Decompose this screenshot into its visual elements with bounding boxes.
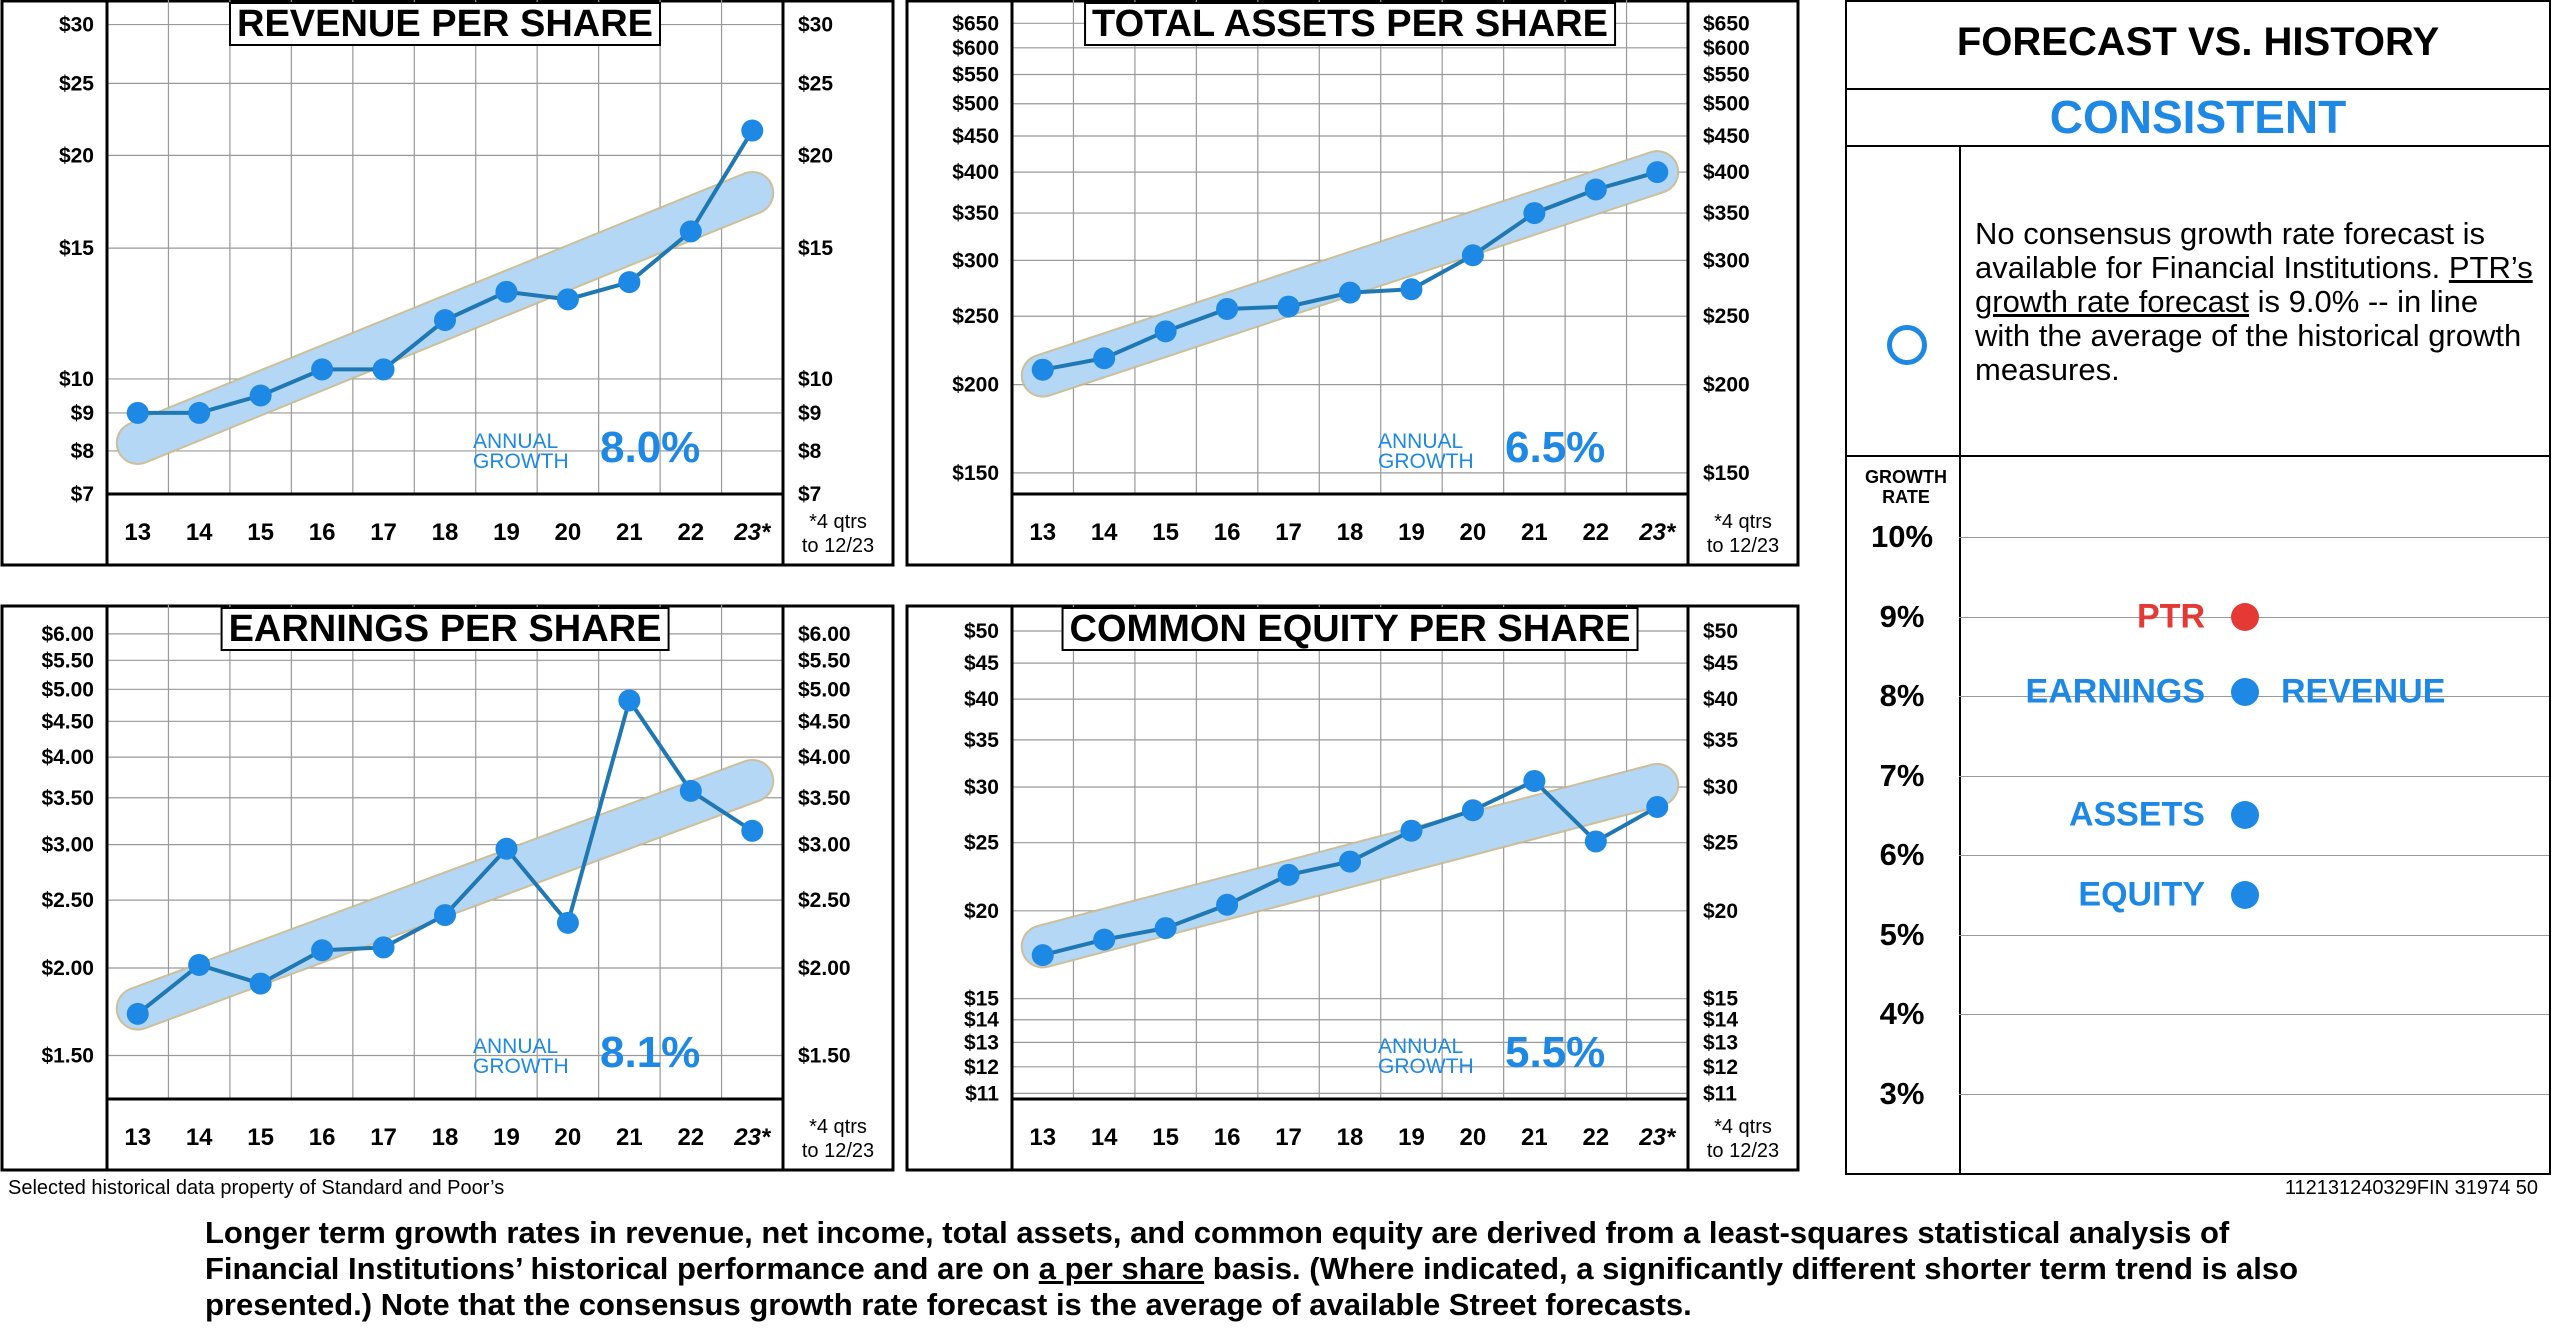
x-tick-label: 20: [554, 519, 582, 546]
growth-label-revenue: REVENUE: [2281, 672, 2446, 711]
data-point: [250, 384, 272, 406]
y-tick-label-right: $25: [1703, 831, 1739, 855]
y-tick-label-left: $4.00: [41, 746, 94, 770]
annual-growth-label: ANNUAL GROWTH: [473, 1035, 569, 1078]
y-tick-label-right: $6.00: [798, 622, 851, 646]
y-tick-label-left: $50: [963, 619, 999, 643]
y-tick-label-right: $35: [1703, 728, 1739, 752]
x-tick-label: 19: [1398, 1124, 1425, 1151]
y-tick-label-left: $3.00: [41, 833, 94, 857]
y-tick-label-right: $400: [1703, 161, 1750, 185]
y-tick-label-right: $45: [1703, 652, 1739, 676]
y-tick-label-left: $7: [70, 483, 94, 506]
equity-chart: [905, 605, 1815, 1180]
data-point: [434, 904, 456, 926]
y-tick-label-right: $20: [798, 144, 834, 168]
growth-label-earnings: EARNINGS: [2025, 672, 2205, 711]
y-tick-label-left: $600: [952, 36, 999, 60]
y-tick-label-left: $25: [963, 831, 999, 855]
consistent-circle-icon: [1887, 325, 1927, 365]
data-point: [188, 402, 210, 424]
y-tick-label-right: $2.00: [798, 956, 851, 980]
x-tick-label: 22: [1582, 519, 1610, 546]
chart-title: EARNINGS PER SHARE: [221, 607, 670, 651]
y-tick-label-left: $20: [963, 899, 999, 923]
period-note: to 12/23: [801, 535, 875, 557]
y-tick-label-right: $12: [1703, 1055, 1739, 1079]
data-point: [127, 402, 149, 424]
period-note: to 12/23: [1706, 1140, 1780, 1162]
growth-label-equity: EQUITY: [2078, 875, 2205, 914]
revenue-chart: [0, 0, 910, 575]
data-point: [1093, 347, 1115, 369]
growth-rate-tick: 9%: [1879, 598, 1925, 634]
y-tick-label-right: $7: [798, 483, 822, 506]
x-tick-label: 22: [677, 1124, 705, 1151]
x-tick-label: 14: [185, 519, 213, 546]
y-tick-label-right: $15: [1703, 987, 1739, 1011]
x-tick-label: 17: [370, 519, 397, 546]
x-tick-label: 13: [1029, 1124, 1057, 1151]
growth-rate-tick: 3%: [1879, 1075, 1925, 1111]
y-tick-label-right: $300: [1703, 249, 1750, 273]
data-point: [1585, 178, 1607, 200]
data-point: [1339, 851, 1361, 873]
source-note: Selected historical data property of Standard and Poor’s: [8, 1177, 505, 1199]
y-tick-label-left: $250: [952, 305, 999, 329]
growth-rate-tick: 4%: [1879, 996, 1925, 1031]
growth-rate-gridline: [1959, 1014, 2549, 1015]
data-point: [1585, 830, 1607, 852]
y-tick-label-left: $3.50: [41, 786, 94, 810]
forecast-description: No consensus growth rate forecast is available for Financial Institutions. PTR’s growth rate forecast is 9.0% -- in line with the average of the historical growth measures.: [1975, 216, 2533, 387]
growth-rate-tick: 7%: [1879, 757, 1925, 793]
data-point: [557, 288, 579, 310]
y-tick-label-right: $30: [1703, 775, 1739, 799]
y-tick-label-right: $40: [1703, 688, 1739, 712]
x-tick-label: 21: [1521, 519, 1548, 546]
x-tick-label: 21: [1521, 1124, 1548, 1151]
y-tick-label-left: $200: [952, 373, 999, 397]
y-tick-label-left: $12: [963, 1055, 999, 1079]
x-tick-label: 23*: [734, 519, 771, 546]
period-note: to 12/23: [801, 1140, 875, 1162]
data-point: [1400, 820, 1422, 842]
x-tick-label: 17: [1275, 519, 1302, 546]
methodology-footnote: Longer term growth rates in revenue, net income, total assets, and common equity are derived from a least-squares statistical analysis of Financial Institutions’ historical performance and are on a per share basis. (Where indicated, a significantly different shorter term trend is also presented.) Note that the consensus growth rate forecast is the average of available Street forecasts.: [205, 1215, 2299, 1322]
y-tick-label-left: $400: [952, 161, 999, 185]
x-tick-label: 17: [370, 1124, 397, 1151]
y-tick-label-right: $20: [1703, 899, 1739, 923]
y-tick-label-right: $10: [798, 367, 834, 391]
annual-growth-value: 5.5%: [1505, 1028, 1606, 1077]
data-point: [1155, 320, 1177, 342]
x-tick-label: 19: [493, 519, 520, 546]
growth-rate-gridline: [1959, 776, 2549, 777]
y-tick-label-left: $20: [58, 144, 94, 168]
y-tick-label-left: $5.00: [41, 678, 94, 702]
x-tick-label: 14: [1090, 1124, 1118, 1151]
chart-frame: [2, 1, 893, 565]
data-point: [557, 912, 579, 934]
y-tick-label-right: $150: [1703, 461, 1750, 485]
x-tick-label: 16: [308, 1124, 336, 1151]
data-point: [741, 820, 763, 842]
y-tick-label-right: $550: [1703, 63, 1750, 87]
x-tick-label: 13: [124, 1124, 152, 1151]
y-tick-label-left: $15: [58, 237, 94, 261]
annual-growth-value: 6.5%: [1505, 423, 1606, 472]
data-point: [495, 281, 517, 303]
y-tick-label-left: $9: [70, 401, 94, 425]
data-point: [618, 271, 640, 293]
x-tick-label: 13: [1029, 519, 1057, 546]
x-tick-label: 19: [1398, 519, 1425, 546]
x-tick-label: 23*: [734, 1124, 771, 1151]
annual-growth-label: ANNUAL GROWTH: [1378, 430, 1474, 473]
chart-frame: [907, 606, 1798, 1170]
forecast-title: FORECAST VS. HISTORY: [1956, 20, 2440, 64]
x-tick-label: 22: [677, 519, 705, 546]
annual-growth-label: ANNUAL GROWTH: [1378, 1035, 1474, 1078]
data-point: [680, 780, 702, 802]
y-tick-label-right: $3.00: [798, 833, 851, 857]
x-tick-label: 20: [554, 1124, 582, 1151]
x-tick-label: 16: [1213, 519, 1241, 546]
y-tick-label-left: $300: [952, 249, 999, 273]
y-tick-label-left: $10: [58, 367, 94, 391]
earnings-chart: [0, 605, 910, 1180]
growth-rate-gridline: [1959, 1094, 2549, 1095]
data-point: [311, 939, 333, 961]
x-tick-label: 16: [1213, 1124, 1241, 1151]
y-tick-label-left: $2.00: [41, 956, 94, 980]
y-tick-label-left: $15: [963, 987, 999, 1011]
x-tick-label: 17: [1275, 1124, 1302, 1151]
y-tick-label-right: $450: [1703, 125, 1750, 149]
y-tick-label-right: $14: [1703, 1008, 1739, 1032]
annual-growth-label: ANNUAL GROWTH: [473, 430, 569, 473]
ptr-forecast-link: PTR’s growth rate forecast: [1975, 250, 2533, 319]
data-point: [1216, 298, 1238, 320]
period-note: *4 qtrs: [809, 1116, 867, 1138]
y-tick-label-left: $40: [963, 688, 999, 712]
data-point: [1216, 894, 1238, 916]
data-point: [311, 358, 333, 380]
y-tick-label-left: $550: [952, 63, 999, 87]
period-note: *4 qtrs: [1714, 1116, 1772, 1138]
y-tick-label-right: $13: [1703, 1031, 1739, 1055]
x-tick-label: 21: [616, 1124, 643, 1151]
growth-rate-tick: 6%: [1879, 837, 1925, 872]
data-point: [1646, 796, 1668, 818]
x-tick-label: 20: [1459, 1124, 1487, 1151]
data-point: [495, 838, 517, 860]
y-tick-label-right: $4.50: [798, 710, 851, 734]
y-tick-label-left: $8: [70, 439, 94, 463]
y-tick-label-right: $3.50: [798, 786, 851, 810]
growth-dot-equity: [2231, 881, 2259, 909]
chart-title: TOTAL ASSETS PER SHARE: [1084, 2, 1616, 46]
y-tick-label-left: $30: [963, 775, 999, 799]
growth-rate-axis-label: GROWTH RATE: [1865, 467, 1947, 507]
y-tick-label-right: $500: [1703, 92, 1750, 116]
y-tick-label-right: $25: [798, 72, 834, 96]
x-tick-label: 13: [124, 519, 152, 546]
y-tick-label-right: $50: [1703, 619, 1739, 643]
y-tick-label-right: $30: [798, 13, 834, 37]
data-point: [741, 120, 763, 142]
y-tick-label-left: $350: [952, 202, 999, 226]
x-tick-label: 23*: [1639, 519, 1676, 546]
y-tick-label-right: $5.50: [798, 649, 851, 673]
y-tick-label-left: $2.50: [41, 889, 94, 913]
forecast-vs-history-panel: [1845, 0, 2551, 1175]
growth-rate-tick: 10%: [1870, 519, 1934, 554]
data-point: [373, 358, 395, 380]
x-tick-label: 18: [1336, 1124, 1364, 1151]
y-tick-label-left: $150: [952, 461, 999, 485]
growth-dot-assets: [2231, 801, 2259, 829]
y-tick-label-right: $9: [798, 401, 822, 425]
y-tick-label-right: $15: [798, 237, 834, 261]
y-tick-label-left: $5.50: [41, 649, 94, 673]
data-point: [1339, 282, 1361, 304]
growth-rate-gridline: [1959, 537, 2549, 538]
period-note: to 12/23: [1706, 535, 1780, 557]
x-tick-label: 23*: [1639, 1124, 1676, 1151]
data-point: [1278, 296, 1300, 318]
y-tick-label-right: $2.50: [798, 889, 851, 913]
y-tick-label-left: $450: [952, 125, 999, 149]
data-point: [1646, 161, 1668, 183]
y-tick-label-right: $200: [1703, 373, 1750, 397]
y-tick-label-left: $1.50: [41, 1044, 94, 1068]
x-tick-label: 14: [1090, 519, 1118, 546]
data-point: [1462, 799, 1484, 821]
growth-dot-ptr: [2231, 603, 2259, 631]
period-note: *4 qtrs: [809, 511, 867, 533]
y-tick-label-right: $250: [1703, 305, 1750, 329]
data-point: [188, 954, 210, 976]
data-point: [680, 220, 702, 242]
y-tick-label-right: $8: [798, 439, 822, 463]
data-point: [250, 973, 272, 995]
y-tick-label-right: $1.50: [798, 1044, 851, 1068]
y-tick-label-right: $5.00: [798, 678, 851, 702]
growth-rate-gridline: [1959, 855, 2549, 856]
data-point: [373, 936, 395, 958]
data-point: [1462, 244, 1484, 266]
y-tick-label-left: $650: [952, 12, 999, 36]
assets-chart: [905, 0, 1815, 575]
x-tick-label: 21: [616, 519, 643, 546]
y-tick-label-right: $4.00: [798, 746, 851, 770]
y-tick-label-left: $35: [963, 728, 999, 752]
forecast-status: CONSISTENT: [2049, 91, 2347, 143]
x-tick-label: 22: [1582, 1124, 1610, 1151]
growth-label-assets: ASSETS: [2068, 795, 2205, 834]
data-point: [1032, 359, 1054, 381]
data-point: [1278, 864, 1300, 886]
x-tick-label: 15: [247, 1124, 274, 1151]
period-note: *4 qtrs: [1714, 511, 1772, 533]
y-tick-label-left: $45: [963, 652, 999, 676]
y-tick-label-left: $6.00: [41, 622, 94, 646]
growth-rate-tick: 5%: [1879, 916, 1925, 952]
x-tick-label: 19: [493, 1124, 520, 1151]
y-tick-label-right: $650: [1703, 12, 1750, 36]
data-point: [1093, 929, 1115, 951]
data-point: [127, 1003, 149, 1025]
x-tick-label: 14: [185, 1124, 213, 1151]
y-tick-label-left: $14: [963, 1008, 999, 1032]
annual-growth-value: 8.1%: [600, 1028, 701, 1077]
data-point: [1523, 202, 1545, 224]
growth-label-ptr: PTR: [2137, 597, 2205, 635]
y-tick-label-left: $4.50: [41, 710, 94, 734]
x-tick-label: 15: [247, 519, 274, 546]
growth-dot-earnings: [2231, 678, 2259, 706]
x-tick-label: 16: [308, 519, 336, 546]
y-tick-label-left: $500: [952, 92, 999, 116]
data-point: [434, 309, 456, 331]
per-share-underline: a per share: [1038, 1251, 1205, 1286]
y-tick-label-right: $350: [1703, 202, 1750, 226]
data-point: [1400, 278, 1422, 300]
x-tick-label: 20: [1459, 519, 1487, 546]
y-tick-label-left: $13: [963, 1031, 999, 1055]
y-tick-label-left: $30: [58, 13, 94, 37]
data-point: [618, 689, 640, 711]
x-tick-label: 18: [1336, 519, 1364, 546]
y-tick-label-right: $11: [1703, 1082, 1737, 1106]
data-point: [1032, 944, 1054, 966]
y-tick-label-left: $11: [965, 1082, 999, 1106]
annual-growth-value: 8.0%: [600, 423, 701, 472]
growth-rate-tick: 8%: [1879, 678, 1925, 713]
data-point: [1523, 770, 1545, 792]
growth-rate-gridline: [1959, 935, 2549, 936]
document-code: 112131240329FIN 31974 50: [2284, 1177, 2538, 1199]
x-tick-label: 15: [1152, 519, 1179, 546]
chart-title: COMMON EQUITY PER SHARE: [1062, 607, 1639, 651]
x-tick-label: 15: [1152, 1124, 1179, 1151]
x-tick-label: 18: [431, 519, 459, 546]
x-tick-label: 18: [431, 1124, 459, 1151]
y-tick-label-right: $600: [1703, 36, 1750, 60]
y-tick-label-left: $25: [58, 72, 94, 96]
chart-title: REVENUE PER SHARE: [229, 2, 661, 46]
data-point: [1155, 917, 1177, 939]
